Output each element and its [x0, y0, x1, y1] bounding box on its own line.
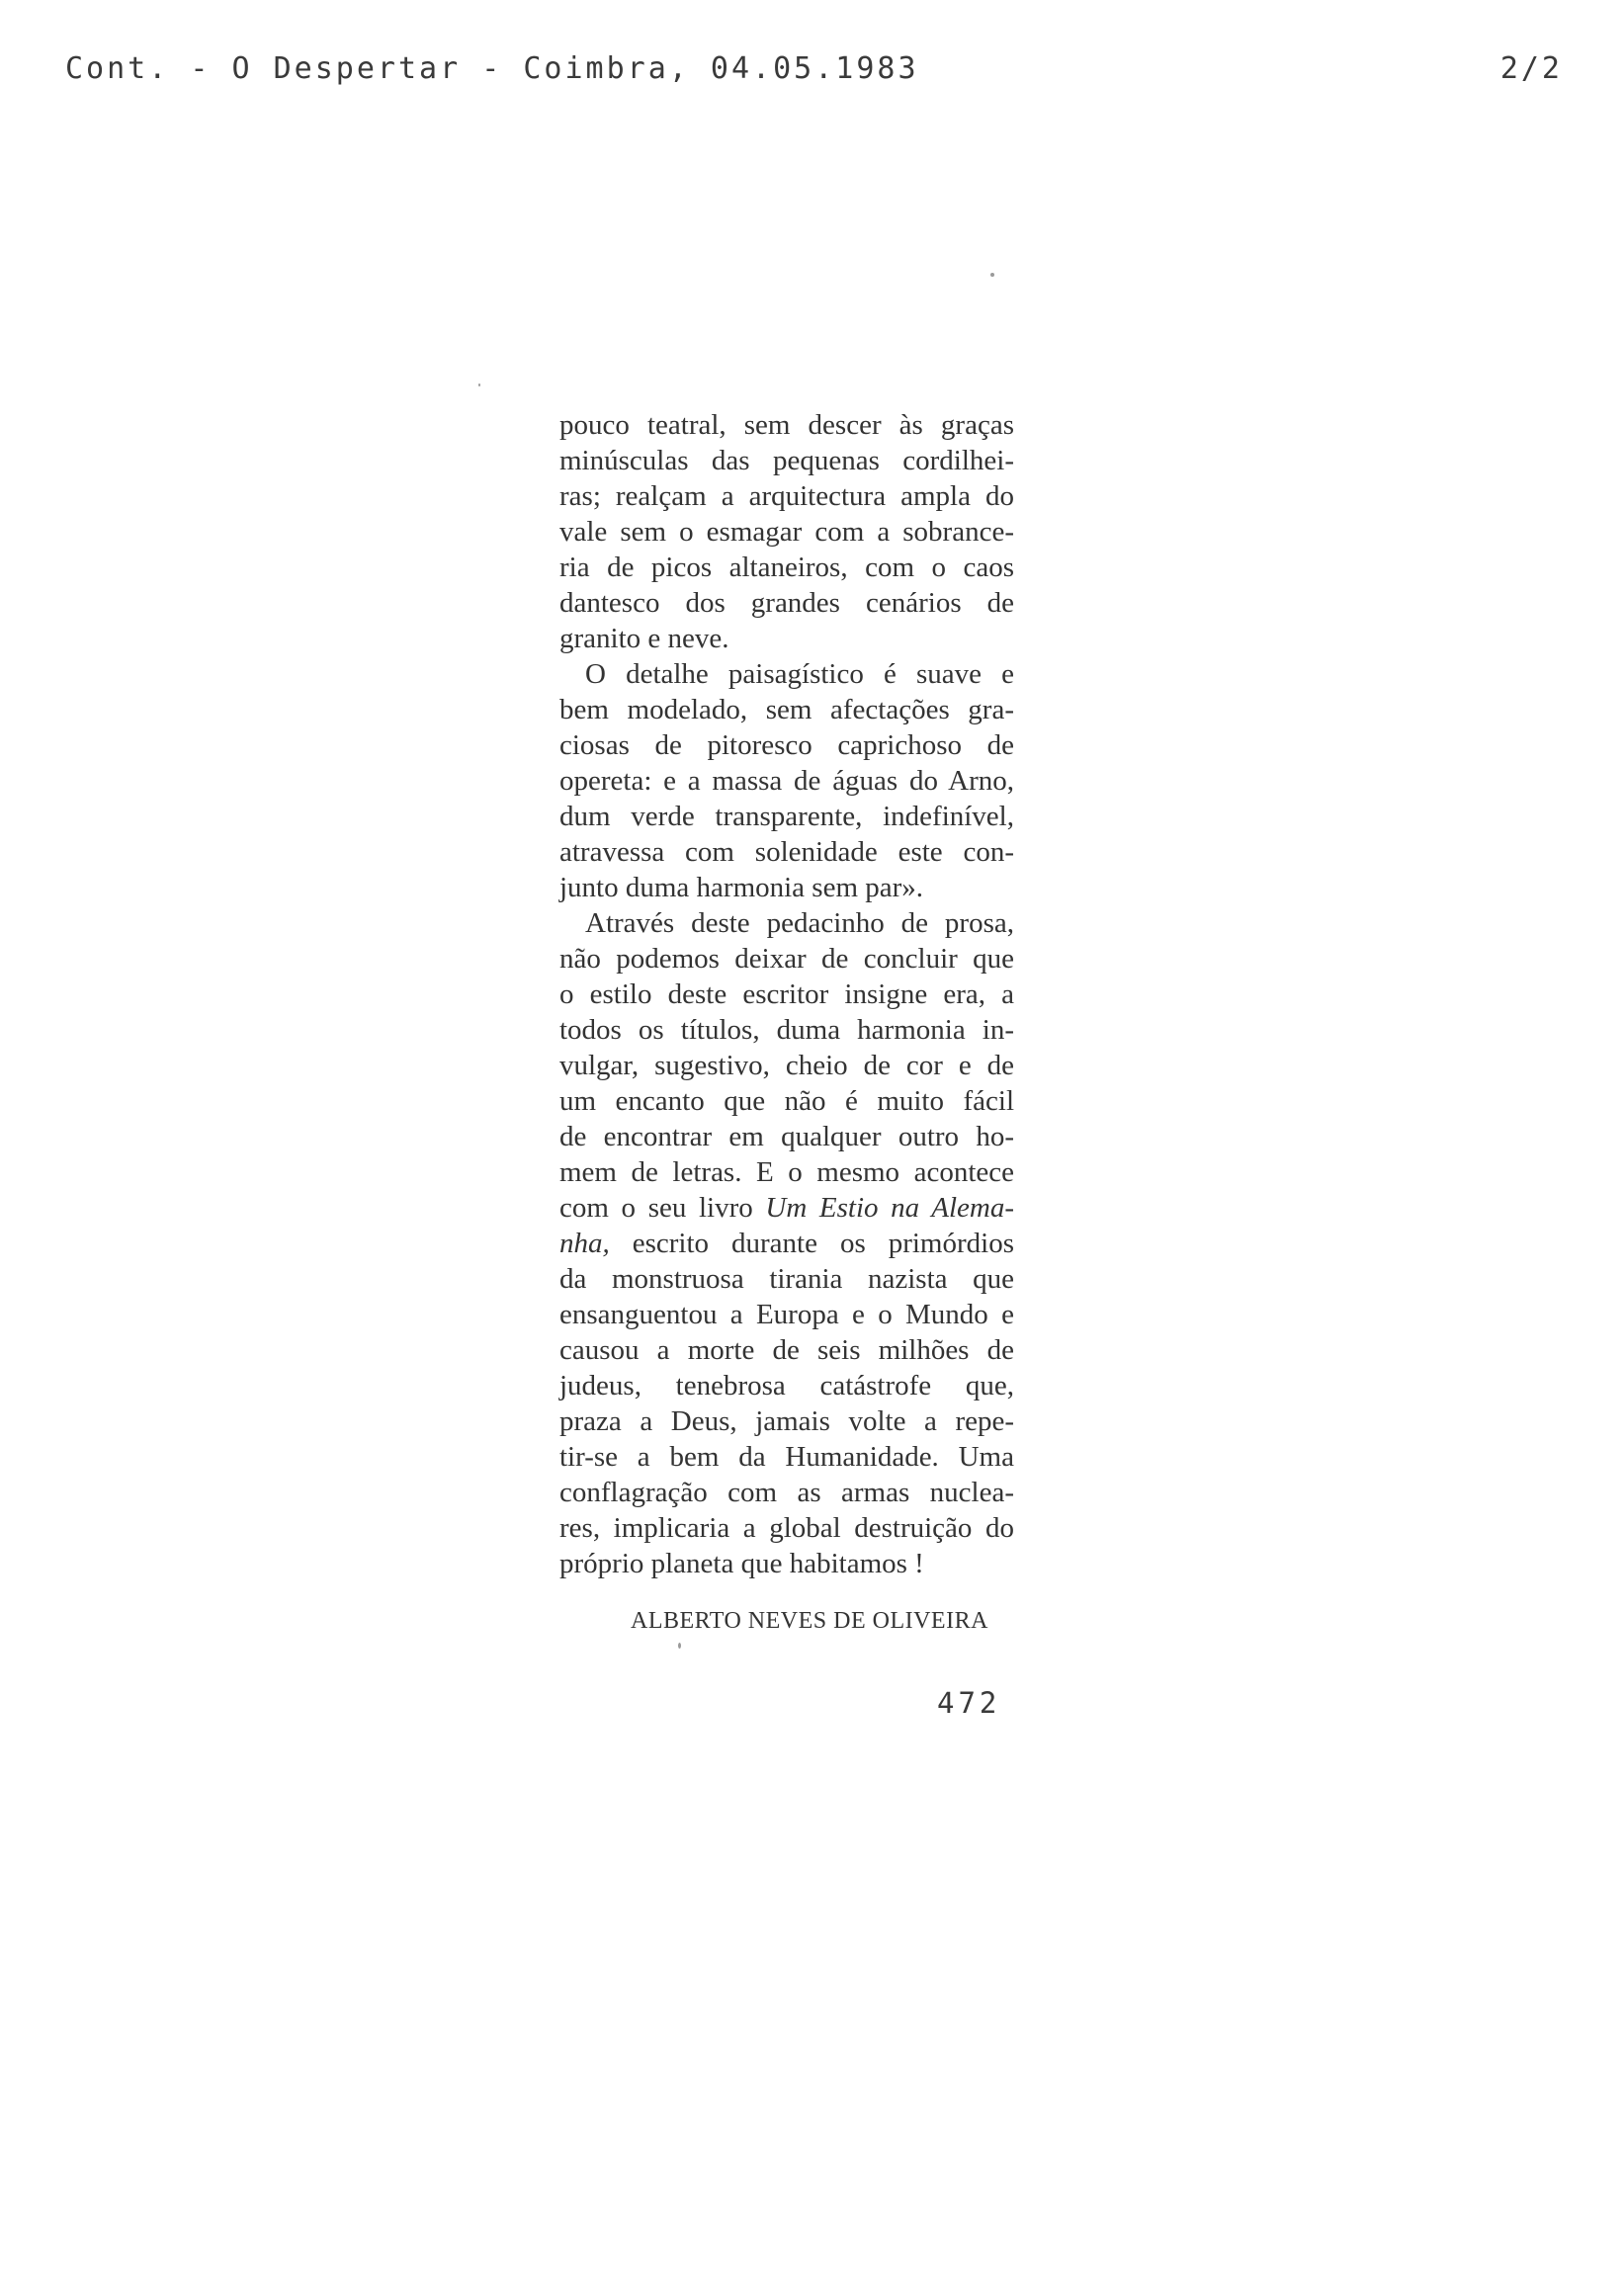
text-line: da monstruosa tirania nazista que	[559, 1263, 1014, 1295]
text-line: ciosas de pitoresco caprichoso de	[559, 729, 1014, 761]
text-line: de encontrar em qualquer outro ho-	[559, 1121, 1014, 1152]
text-line: mem de letras. E o mesmo acontece	[559, 1156, 1014, 1188]
text-line: vale sem o esmagar com a sobrance-	[559, 516, 1014, 548]
text-line: pouco teatral, sem descer às graças	[559, 409, 1014, 441]
text-line: um encanto que não é muito fácil	[559, 1085, 1014, 1117]
text-line: ras; realçam a arquitectura ampla do	[559, 480, 1014, 512]
newspaper-clipping	[559, 407, 1014, 1581]
text-line: causou a morte de seis milhões de	[559, 1334, 1014, 1366]
text-line: bem modelado, sem afectações gra-	[559, 694, 1014, 725]
text-line-with-title	[559, 1190, 1014, 1226]
page-indicator: 2/2	[1499, 51, 1563, 86]
text-line-with-title	[559, 1226, 1014, 1261]
text-line: próprio planeta que habitamos !	[559, 1548, 924, 1579]
text-line: granito e neve.	[559, 623, 729, 654]
author-signature: ALBERTO NEVES DE OLIVEIRA	[631, 1608, 988, 1634]
scan-speck	[678, 1643, 681, 1649]
text-line: o estilo deste escritor insigne era, a	[559, 978, 1014, 1010]
paragraph-start-line: Através deste pedacinho de prosa,	[585, 907, 1014, 939]
text-line: minúsculas das pequenas cordilhei-	[559, 445, 1014, 476]
text-line: judeus, tenebrosa catástrofe que,	[559, 1370, 1014, 1401]
text-line: dantesco dos grandes cenários de	[559, 587, 1014, 619]
document-source-header: Cont. - O Despertar - Coimbra, 04.05.1983	[65, 51, 919, 86]
text-segment: com o seu livro	[559, 1192, 753, 1224]
book-title-italic: Um Estio na Alema-	[765, 1192, 1014, 1224]
text-line: atravessa com solenidade este con-	[559, 836, 1014, 868]
text-line: junto duma harmonia sem par».	[559, 872, 924, 903]
text-line: dum verde transparente, indefinível,	[559, 801, 1014, 832]
text-line: tir-se a bem da Humanidade. Uma	[559, 1441, 1014, 1473]
text-line: opereta: e a massa de águas do Arno,	[559, 765, 1014, 797]
text-line: praza a Deus, jamais volte a repe-	[559, 1405, 1014, 1437]
text-segment: escrito durante os primórdios	[632, 1228, 1014, 1259]
book-title-italic: nha,	[559, 1228, 610, 1259]
text-line: ensanguentou a Europa e o Mundo e	[559, 1299, 1014, 1330]
text-line: todos os títulos, duma harmonia in-	[559, 1014, 1014, 1046]
scan-speck	[990, 273, 994, 277]
page-number: 472	[937, 1686, 1001, 1720]
text-line: ria de picos altaneiros, com o caos	[559, 552, 1014, 583]
scan-speck	[478, 383, 480, 386]
text-line: res, implicaria a global destruição do	[559, 1512, 1014, 1544]
text-line: conflagração com as armas nuclea-	[559, 1477, 1014, 1508]
paragraph-start-line: O detalhe paisagístico é suave e	[585, 658, 1014, 690]
text-line: não podemos deixar de concluir que	[559, 943, 1014, 975]
text-line: vulgar, sugestivo, cheio de cor e de	[559, 1050, 1014, 1081]
